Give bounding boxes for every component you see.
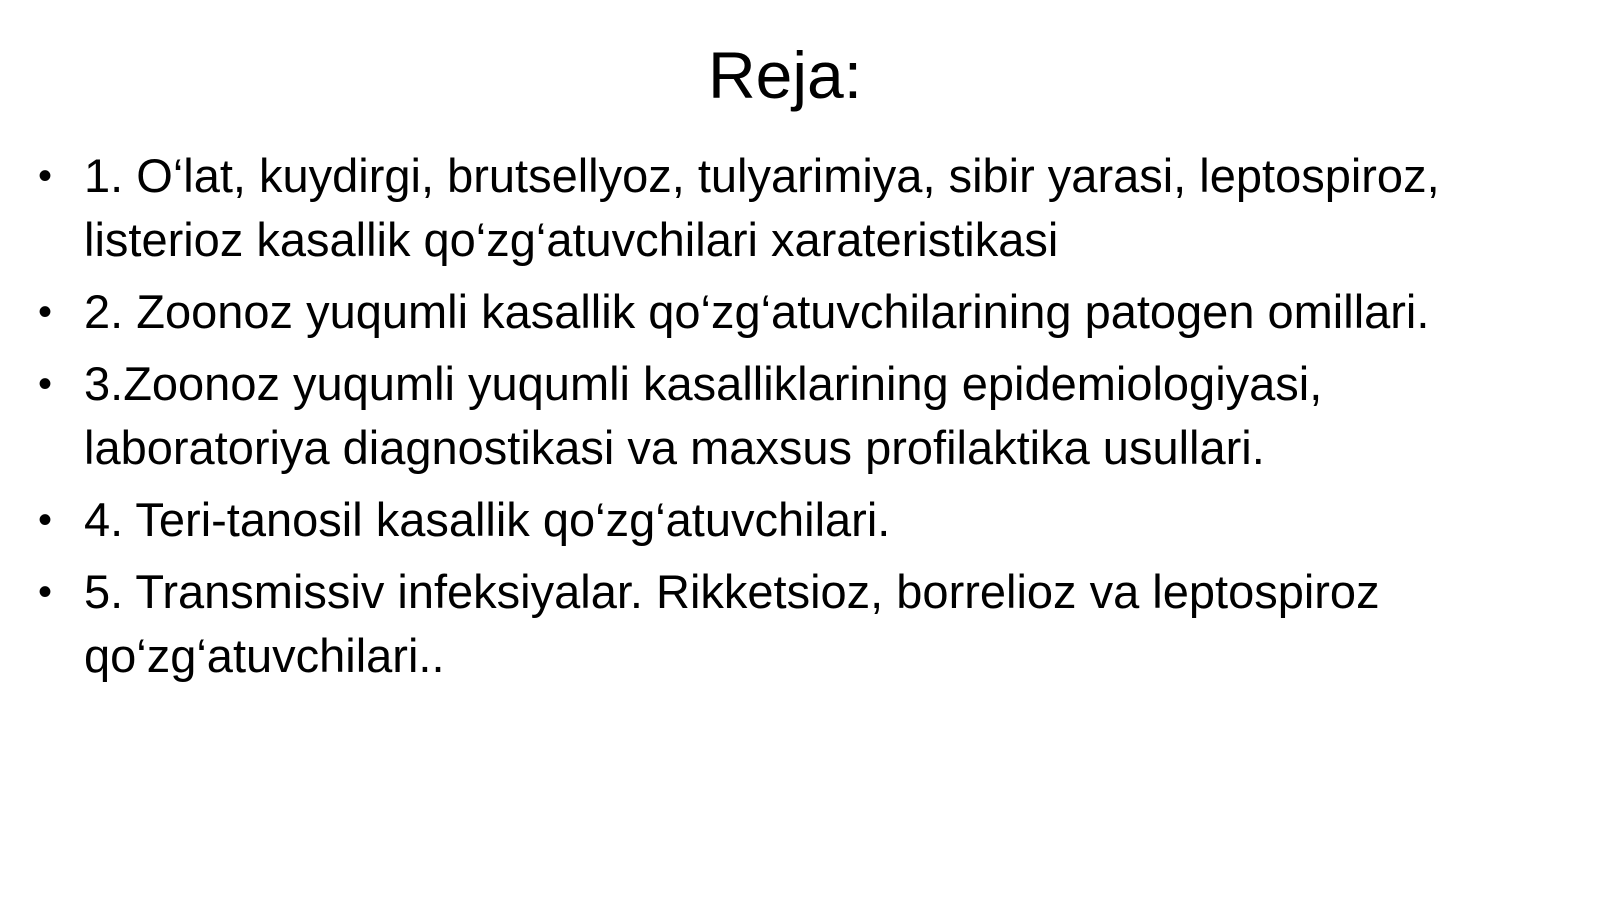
bullet-text-1: 1. O‘lat, kuydirgi, brutsellyoz, tulyarimiya, sibir yarasi, leptospiroz, listerioz kasallik qo‘zg‘atuvchilari xarateristikasi	[84, 149, 1440, 266]
bullet-text-2: 2. Zoonoz yuqumli kasallik qo‘zg‘atuvchilarining patogen omillari.	[84, 285, 1430, 338]
bullet-dot-icon: •	[38, 290, 53, 334]
bullet-dot-icon: •	[38, 362, 53, 406]
bullet-item-2	[38, 280, 1578, 344]
bullet-item-3	[38, 352, 1578, 480]
bullet-dot-icon: •	[38, 154, 53, 198]
bullet-dot-icon: •	[38, 498, 53, 542]
bullet-dot-icon: •	[38, 570, 53, 614]
bullet-item-1	[38, 144, 1578, 272]
bullet-item-4	[38, 488, 1578, 552]
bullet-text-5: 5. Transmissiv infeksiyalar. Rikketsioz, borrelioz va leptospiroz qo‘zg‘atuvchilari..	[84, 565, 1380, 682]
bullet-text-4: 4. Teri-tanosil kasallik qo‘zg‘atuvchilari.	[84, 493, 891, 546]
slide-title: Reja:	[707, 38, 863, 112]
bullet-item-5	[38, 560, 1578, 688]
bullet-list	[38, 144, 1578, 696]
bullet-text-3: 3.Zoonoz yuqumli yuqumli kasalliklarining epidemiologiyasi, laboratoriya diagnostikasi va maxsus profilaktika usullari.	[84, 357, 1323, 474]
